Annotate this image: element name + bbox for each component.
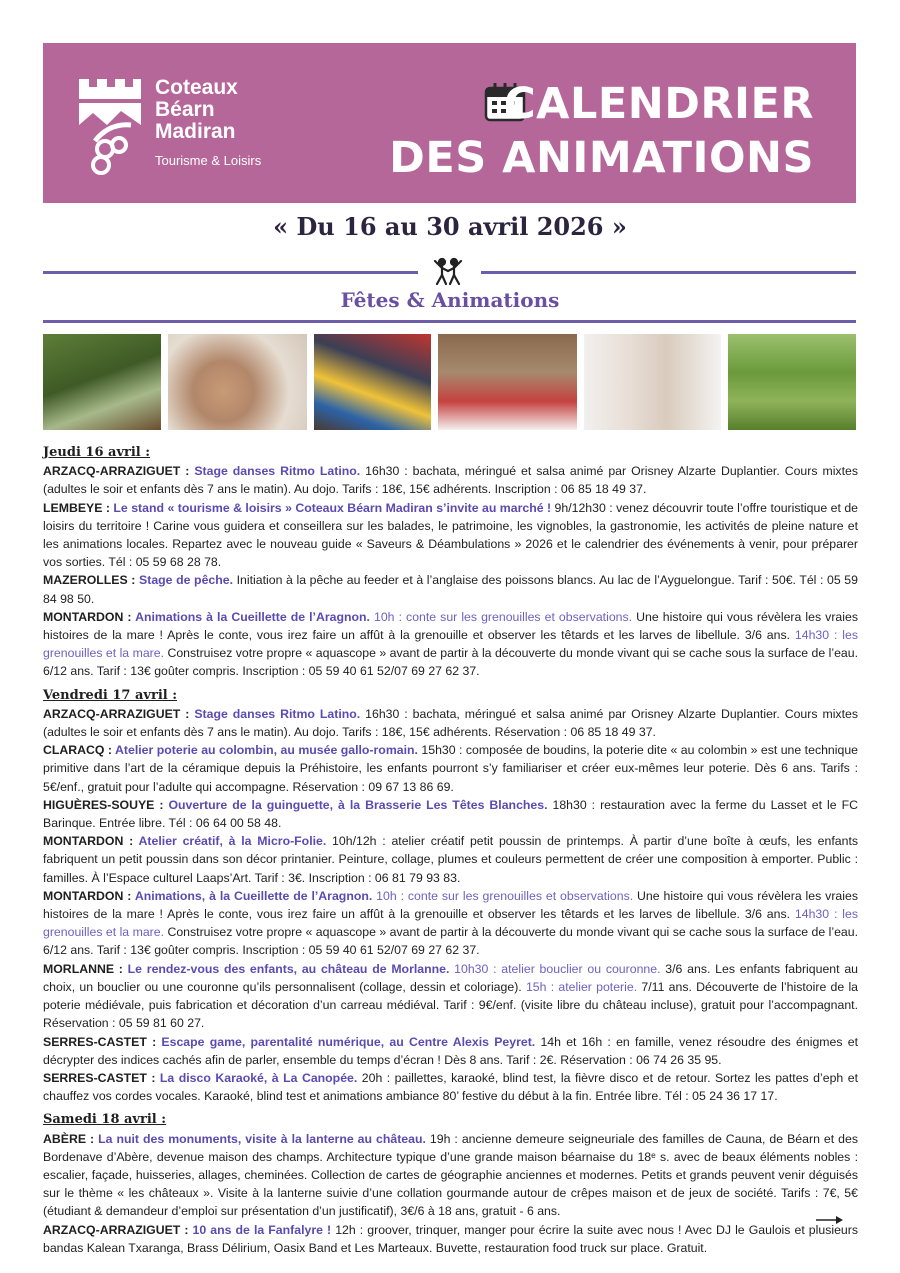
event-title: La nuit des monuments, visite à la lanterne au château. [98, 1131, 426, 1146]
logo-name [155, 77, 238, 143]
event-place: ARZACQ-ARRAZIGUET : [43, 1222, 193, 1237]
event-entry [43, 741, 858, 796]
period-heading: « Du 16 au 30 avril 2026 » [273, 212, 627, 241]
title-line-1: CALENDRIER [504, 79, 814, 129]
event-place: LEMBEYE : [43, 500, 114, 515]
event-entry [43, 571, 858, 607]
photo-escape-run [728, 334, 856, 430]
next-page-arrow-icon[interactable] [816, 1214, 844, 1226]
event-session: 10h30 : atelier bouclier ou couronne. [449, 961, 661, 976]
event-entry [43, 1033, 858, 1069]
event-title: La disco Karaoké, à La Canopée. [159, 1070, 358, 1085]
event-text: 15h30 : composée de boudins, la poterie dite « au colombin » est une technique primitive dans l’art de la céramique depuis la Préhistoire, les enfants pourront s’y familiariser et créer eux-mêmes leur poterie. Dès 6 ans. Tarifs : 5€/enf., gratuit pour l’adulte qui accompagne. Réservation : 09 67 13 86 69. [43, 743, 859, 794]
event-title: Stage danses Ritmo Latino. [194, 464, 361, 479]
event-title: Ouverture de la guinguette, à la Brasserie Les Têtes Blanches. [168, 797, 548, 812]
event-text: 18h30 : restauration avec la ferme du Lasset et le FC Barinque. Entrée libre. Tél : 06 64 00 58 48. [43, 797, 858, 831]
event-entry [43, 960, 858, 1033]
event-title: Atelier créatif, à la Micro-Folie. [138, 834, 327, 849]
event-title: Animations à la Cueillette de l’Aragnon. [135, 609, 370, 624]
logo-line-2: Béarn [155, 98, 215, 121]
event-title: Stage de pêche. [139, 573, 234, 588]
event-place: MONTARDON : [43, 609, 136, 624]
page-title [389, 77, 814, 185]
event-text: Une histoire qui vous révèlera les vraies histoires de la mare ! Après le conte, vous irez faire un affût à la grenouille et observer les têtards et les larves de libellule. 3/6 ans. [43, 888, 858, 922]
logo-line-3: Madiran [155, 120, 236, 143]
event-place: MAZEROLLES : [43, 573, 140, 588]
event-place: ARZACQ-ARRAZIGUET : [43, 464, 195, 479]
event-title: Stage danses Ritmo Latino. [194, 706, 361, 721]
day-heading: Vendredi 17 avril : [43, 687, 178, 703]
event-text: 20h : paillettes, karaoké, blind test, la fièvre disco et de retour. Sortez les pattes d’eph et chauffez vos cordes vocales. Karaoké, blind test et animations ambiance 80’ festive du début à la fin. Entrée libre. Tél : 05 24 36 17 17. [43, 1070, 859, 1104]
event-title: 10 ans de la Fanfalyre ! [192, 1222, 332, 1237]
photo-kids-crafts [314, 334, 431, 430]
section-title: Fêtes & Animations [340, 288, 560, 312]
event-session: 14h30 : les grenouilles et la mare. [43, 907, 858, 940]
logo-subtitle: Tourisme & Loisirs [155, 153, 262, 168]
event-text: 10h/12h : atelier créatif petit poussin de printemps. À partir d’une boîte à œufs, les enfants fabriquent un petit poussin dans son décor printanier. Peinture, collage, plumes et couleurs permettent de créer une composition à emporter. Public : familles. À l’Espace culturel Laaps’Art. Tarif : 3€. Inscription : 06 81 79 93 83. [43, 834, 859, 885]
event-text: 16h30 : bachata, méringué et salsa animé par Orisney Alzarte Duplantier. Cours mixtes (adultes le soir et enfants dès 7 ans le matin). Au dojo. Tarifs : 18€, 15€ adhérents. Inscription : 06 85 18 49 37. [43, 464, 858, 497]
event-place: SERRES-CASTET : [43, 1070, 160, 1085]
events-list [43, 444, 858, 1257]
photo-brass-band [438, 334, 577, 430]
logo-line-1: Coteaux [155, 76, 238, 99]
logo-tower-grapes-icon [75, 75, 145, 175]
event-text: Construisez votre propre « aquascope » avant de partir à la découverte du monde vivant qui se cache sous la surface de l’eau. 6/12 ans. Tarif : 13€ goûter compris. Inscription : 05 59 40 61 52/07 69 27 62 37. [43, 646, 859, 679]
event-text: 3/6 ans. Les enfants fabriquent au choix, un bouclier ou une couronne qu’ils personnalisent (collage, dessin et coloriage). [43, 961, 858, 994]
event-entry [43, 1069, 858, 1105]
dancers-icon [432, 256, 464, 286]
event-session: 10h : conte sur les grenouilles et observations. [372, 888, 634, 903]
event-text: 7/11 ans. Découverte de l’histoire de la poterie médiévale, puis fabrication et décoration d’un carreau médiéval. Tarif : 9€/enf. (visite libre du château incluse), gratuit pour l’accompagnant. Réservation : 05 59 81 60 27. [43, 979, 859, 1031]
event-entry [43, 832, 858, 887]
divider-right [481, 271, 856, 274]
day-heading: Jeudi 16 avril : [43, 445, 151, 460]
event-title: Le stand « tourisme & loisirs » Coteaux Béarn Madiran s’invite au marché ! [113, 500, 552, 515]
event-place: SERRES-CASTET : [43, 1034, 162, 1049]
event-session: 15h : atelier poterie. [521, 979, 638, 994]
day-heading: Samedi 18 avril : [43, 1112, 167, 1128]
photo-pottery-workshop [168, 334, 307, 430]
event-text: 9h/12h30 : venez découvrir toute l’offre touristique et de loisirs du territoire ! Carine vous guidera et conseillera sur les balades, le patrimoine, les vignobles, la gastronomie, les activités de pleine nature et les animations locales. Repartez avec le nouveau guide « Saveurs & Déambulations » 2026 et le calendrier des événements à venir, pour préparer vos sorties. Tél : 05 59 68 28 78. [43, 500, 858, 570]
divider-left [43, 271, 418, 274]
event-entry [43, 887, 858, 960]
event-title: Escape game, parentalité numérique, au Centre Alexis Peyret. [161, 1034, 536, 1049]
event-text: Une histoire qui vous révèlera les vraies histoires de la mare ! Après le conte, vous irez faire un affût à la grenouille et observer les têtards et les larves de libellule. 3/6 ans. [43, 609, 858, 643]
event-entry [43, 608, 858, 681]
event-entry [43, 1221, 858, 1257]
event-text: 12h : groover, trinquer, manger pour écrire la suite avec nous ! Avec DJ le Gaulois et plusieurs bandas Kalean Txaranga, Brass Délirium, Oasix Band et Les Marteaux. Buvette, restauration food truck sur place. Gratuit. [43, 1222, 859, 1255]
event-text: Construisez votre propre « aquascope » avant de partir à la découverte du monde vivant qui se cache sous la surface de l’eau. 6/12 ans. Tarif : 13€ goûter compris. Inscription : 05 59 40 61 52/07 69 27 62 37. [43, 925, 859, 958]
event-session: 10h : conte sur les grenouilles et observations. [369, 609, 633, 624]
event-place: MONTARDON : [43, 888, 135, 903]
event-place: CLARACQ : [43, 743, 116, 758]
event-place: ABÈRE : [43, 1131, 99, 1146]
event-place: HIGUÈRES-SOUYE : [43, 797, 169, 812]
event-text: Initiation à la pêche au feeder et à l’anglaise des poissons blancs. Au lac de l’Ayguelongue. Tarif : 50€. Tél : 05 59 84 98 50. [43, 573, 858, 606]
event-entry [43, 705, 858, 741]
event-place: MONTARDON : [43, 834, 139, 849]
event-entry [43, 1130, 858, 1221]
event-entry [43, 462, 858, 498]
event-title: Atelier poterie au colombin, au musée gallo-romain. [115, 743, 418, 758]
event-text: 14h et 16h : en famille, venez résoudre des énigmes et décrypter des indices cachés afin de parler, ensemble du temps d’écran ! Dès 8 ans. Tarif : 2€. Réservation : 06 74 26 35 95. [43, 1034, 859, 1067]
event-place: MORLANNE : [43, 961, 128, 976]
photo-children-forest [43, 334, 161, 430]
event-entry [43, 499, 858, 572]
photo-tourism-advisors [584, 334, 721, 430]
event-place: ARZACQ-ARRAZIGUET : [43, 706, 195, 721]
title-line-2: DES ANIMATIONS [389, 133, 814, 183]
header-banner [43, 43, 856, 203]
section-divider [43, 320, 856, 323]
event-title: Le rendez-vous des enfants, au château de Morlanne. [127, 961, 450, 976]
event-text: 19h : ancienne demeure seigneuriale des familles de Cauna, de Béarn et des Bordenave d’Abère, devenue maison des champs. Architecture typique d’une grande maison béarnaise du 18ᵉ s. avec de beaux éléments nobles : escalier, façade, huisseries, allages, cheminées. Collection de cartes de géographie anciennes et modernes. Petits et grands peuvent venir déguisés sur le thème « les châteaux ». Visite à la lanterne suivie d’une collation gourmande autour de crêpes maison et de jeux de société. Tarifs : 7€, 5€ (étudiant & demandeur d’emploi sur présentation d’un justificatif), 3€/6 à 18 ans, gratuit - 6 ans. [43, 1131, 858, 1219]
event-title: Animations, à la Cueillette de l’Aragnon. [134, 888, 373, 903]
event-text: 16h30 : bachata, méringué et salsa animé par Orisney Alzarte Duplantier. Cours mixtes (adultes le soir et enfants dès 7 ans le matin). Au dojo. Tarifs : 18€, 15€ adhérents. Réservation : 06 85 18 49 37. [43, 706, 858, 740]
event-entry [43, 796, 858, 832]
event-session: 14h30 : les grenouilles et la mare. [43, 628, 858, 661]
